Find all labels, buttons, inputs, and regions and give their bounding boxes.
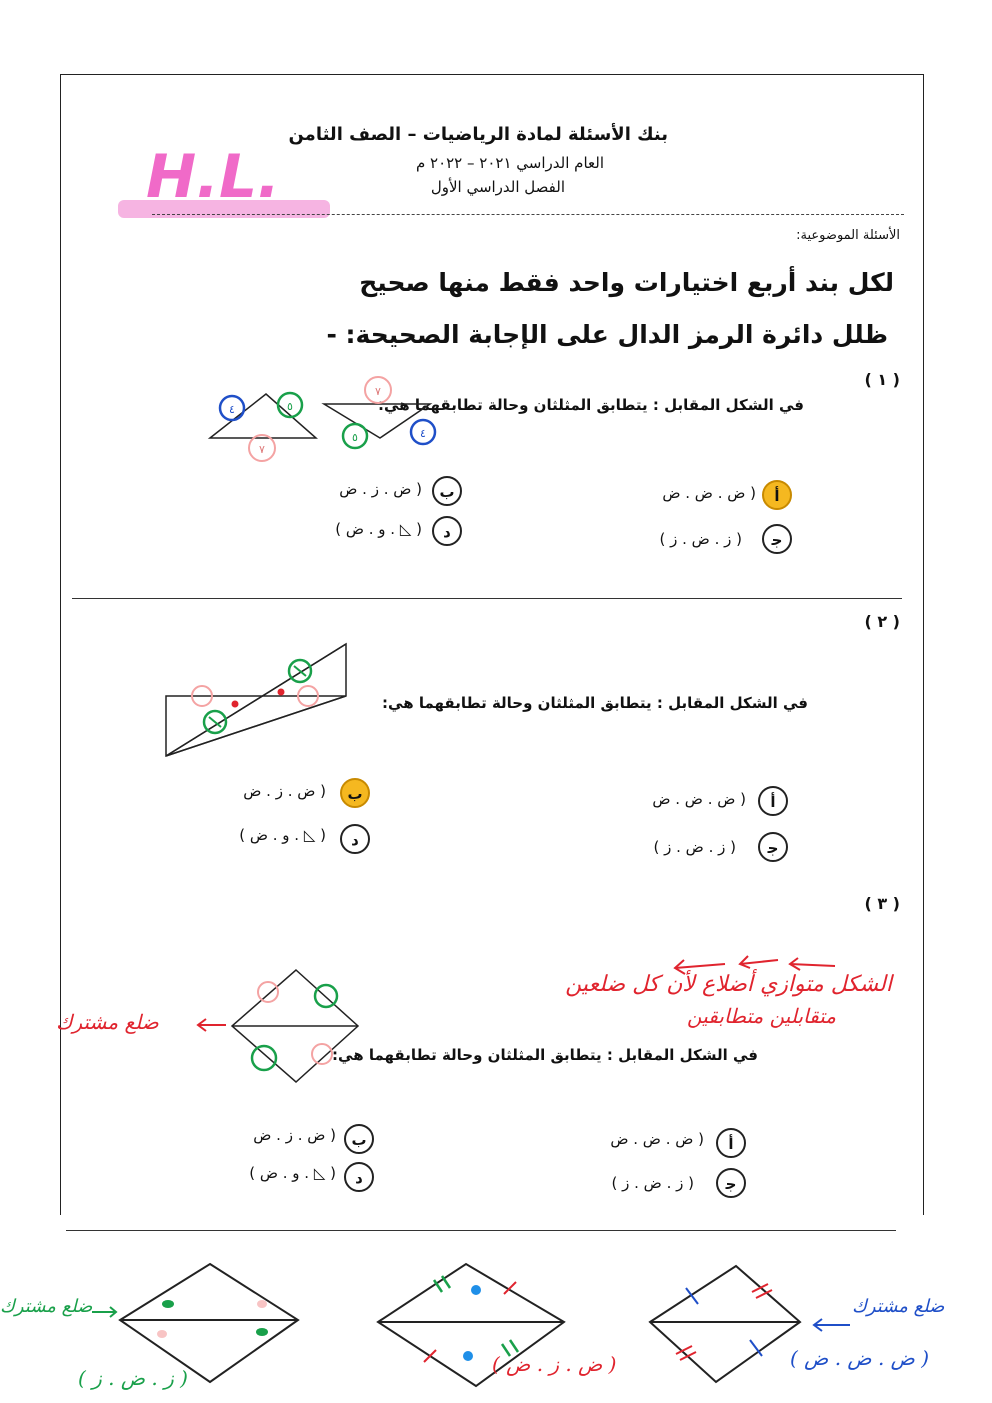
question-2-number: ( ٢ ): [864, 612, 900, 631]
q1-left-label-2: ٥: [287, 400, 293, 413]
q1-left-label-3: ٧: [259, 443, 265, 456]
question-3-text: في الشكل المقابل : يتطابق المثلثان وحالة تطابقهما هي:: [332, 1046, 758, 1064]
q1-option-a-text: ( ض . ض . ض: [662, 484, 756, 502]
q1-option-b-text: ( ض . ز . ض: [339, 480, 422, 498]
q2-option-b-circle[interactable]: ب: [340, 778, 370, 808]
q3-option-d-text: ( ◺ . و . ض ): [249, 1164, 336, 1182]
question-2-figure: [160, 640, 360, 760]
q1-right-label-3: ٤: [420, 427, 426, 440]
q3-option-b-text: ( ض . ز . ض: [253, 1126, 336, 1144]
q1-option-d-text: ( ◺ . و . ض ): [335, 520, 422, 538]
q3-option-c-text: ( ز . ض . ز ): [611, 1174, 694, 1192]
q2-option-a-circle[interactable]: ﺃ: [758, 786, 788, 816]
q3-option-c-circle[interactable]: ﺟ: [716, 1168, 746, 1198]
header-year: العام الدراسي ٢٠٢١ – ٢٠٢٢ م: [415, 154, 604, 172]
section-label: الأسئلة الموضوعية:: [796, 228, 900, 243]
q2-option-a-text: ( ض . ض . ض: [652, 790, 746, 808]
header-divider: [152, 214, 904, 215]
q1-left-label-1: ٤: [229, 403, 235, 416]
bottom-right-common-side-note: ضلع مشترك: [852, 1296, 945, 1317]
header-title: بنك الأسئلة لمادة الرياضيات – الصف الثامن: [288, 124, 668, 145]
bottom-right-arrow: [810, 1318, 854, 1332]
bottom-middle-case: ( ض . ز . ض ): [492, 1352, 617, 1376]
question-1-number: ( ١ ): [864, 370, 900, 389]
q3-option-b-circle[interactable]: ب: [344, 1124, 374, 1154]
q2-option-d-text: ( ◺ . و . ض ): [239, 826, 326, 844]
question-divider-2: [66, 1230, 896, 1231]
bottom-right-case: ( ض . ض . ض ): [790, 1346, 930, 1370]
bottom-left-case: ( ز . ض . ز ): [78, 1366, 188, 1390]
instruction-line-1: لكل بند أربع اختيارات واحد فقط منها صحيح: [359, 268, 894, 297]
q1-option-b-circle[interactable]: ب: [432, 476, 462, 506]
question-1-text: في الشكل المقابل : يتطابق المثلثان وحالة تطابقهما هي:: [378, 396, 804, 414]
q3-common-side-note: ضلع مشترك: [56, 1010, 159, 1034]
q1-option-a-circle[interactable]: ﺃ: [762, 480, 792, 510]
q3-option-a-text: ( ض . ض . ض: [610, 1130, 704, 1148]
bottom-left-common-side-note: ضلع مشترك: [0, 1296, 93, 1317]
q1-option-c-text: ( ز . ض . ز ): [659, 530, 742, 548]
q1-option-d-circle[interactable]: ﺩ: [432, 516, 462, 546]
handwritten-initials: H.L.: [118, 142, 333, 260]
q3-red-arrows: [670, 952, 840, 976]
q3-option-a-circle[interactable]: ﺃ: [716, 1128, 746, 1158]
question-divider-1: [72, 598, 902, 599]
q3-common-side-arrow: [196, 1018, 230, 1032]
question-3-number: ( ٣ ): [864, 894, 900, 913]
q1-right-label-1: ٧: [375, 385, 381, 398]
q3-option-d-circle[interactable]: ﺩ: [344, 1162, 374, 1192]
q2-option-c-circle[interactable]: ﺟ: [758, 832, 788, 862]
q2-option-d-circle[interactable]: ﺩ: [340, 824, 370, 854]
header-term: الفصل الدراسي الأول: [430, 178, 565, 196]
q3-handwritten-note-line2: متقابلين متطابقين: [687, 1004, 836, 1028]
q3-handwritten-note-line1: الشكل متوازي أضلاع لأن كل ضلعين: [565, 972, 892, 997]
instruction-line-2: ظلل دائرة الرمز الدال على الإجابة الصحيحة: -: [326, 320, 888, 349]
q1-option-c-circle[interactable]: ﺟ: [762, 524, 792, 554]
bottom-figure-right: [646, 1262, 806, 1386]
q1-right-label-2: ٥: [352, 431, 358, 444]
question-2-text: في الشكل المقابل : يتطابق المثلثان وحالة تطابقهما هي:: [382, 694, 808, 712]
q2-option-b-text: ( ض . ز . ض: [243, 782, 326, 800]
bottom-left-arrow: [90, 1306, 120, 1318]
question-1-figure: [200, 372, 450, 462]
q2-option-c-text: ( ز . ض . ز ): [653, 838, 736, 856]
question-3-figure: [228, 966, 364, 1086]
